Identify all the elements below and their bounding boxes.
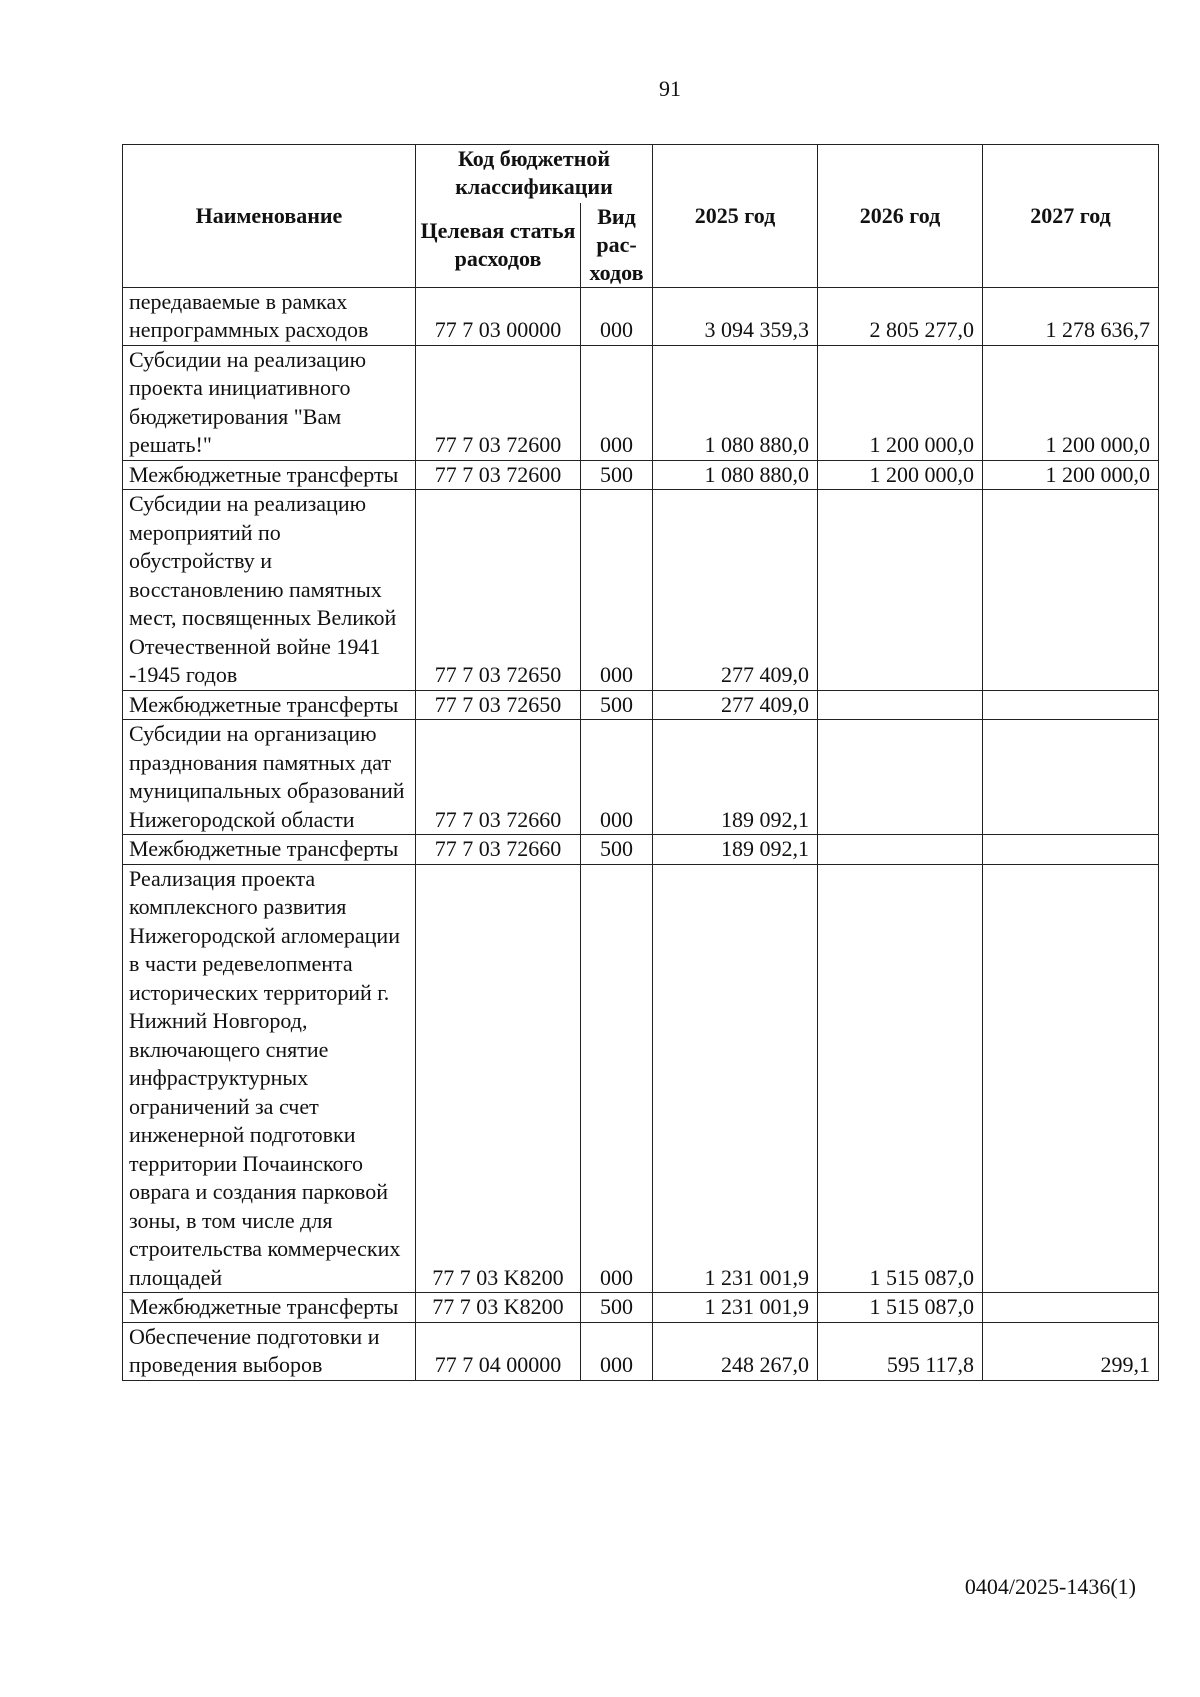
cell-target-article: 77 7 03 72600	[416, 460, 581, 490]
cell-2027: 1 278 636,7	[983, 287, 1159, 345]
cell-target-article: 77 7 03 72650	[416, 690, 581, 720]
document-id: 0404/2025-1436(1)	[964, 1574, 1136, 1599]
cell-name: Субсидии на организацию празднования памятных дат муниципальных образований Нижегородской области	[123, 720, 416, 835]
cell-expense-type: 000	[581, 1322, 653, 1380]
cell-expense-type: 000	[581, 864, 653, 1293]
cell-2026	[818, 690, 983, 720]
cell-target-article: 77 7 03 K8200	[416, 1293, 581, 1323]
cell-2026: 2 805 277,0	[818, 287, 983, 345]
budget-table	[122, 144, 1159, 1381]
cell-2025: 189 092,1	[653, 835, 818, 865]
cell-2027: 1 200 000,0	[983, 460, 1159, 490]
cell-target-article: 77 7 03 72660	[416, 720, 581, 835]
page-number: 91	[659, 76, 681, 101]
cell-2025: 189 092,1	[653, 720, 818, 835]
cell-2025: 1 231 001,9	[653, 864, 818, 1293]
table-row	[123, 490, 1159, 691]
cell-2026	[818, 835, 983, 865]
cell-expense-type: 000	[581, 345, 653, 460]
cell-name: Субсидии на реализацию проекта инициативного бюджетирования "Вам решать!"	[123, 345, 416, 460]
cell-2026: 1 515 087,0	[818, 864, 983, 1293]
cell-2025: 277 409,0	[653, 690, 818, 720]
table-row	[123, 690, 1159, 720]
table-row	[123, 1293, 1159, 1323]
cell-expense-type: 500	[581, 460, 653, 490]
header-expense-type: Вид рас-ходов	[581, 203, 653, 288]
cell-target-article: 77 7 03 K8200	[416, 864, 581, 1293]
table-body	[123, 287, 1159, 1380]
cell-2026: 1 200 000,0	[818, 345, 983, 460]
cell-2027	[983, 864, 1159, 1293]
cell-2026	[818, 720, 983, 835]
cell-2025: 277 409,0	[653, 490, 818, 691]
header-2027: 2027 год	[983, 145, 1159, 288]
table-row	[123, 287, 1159, 345]
cell-expense-type: 000	[581, 720, 653, 835]
header-target-article: Целевая статья расходов	[416, 203, 581, 288]
cell-target-article: 77 7 03 00000	[416, 287, 581, 345]
cell-expense-type: 500	[581, 835, 653, 865]
cell-name: Обеспечение подготовки и проведения выборов	[123, 1322, 416, 1380]
cell-target-article: 77 7 03 72660	[416, 835, 581, 865]
table-row	[123, 460, 1159, 490]
cell-name: Межбюджетные трансферты	[123, 1293, 416, 1323]
cell-2025: 1 231 001,9	[653, 1293, 818, 1323]
cell-2026: 1 200 000,0	[818, 460, 983, 490]
cell-target-article: 77 7 04 00000	[416, 1322, 581, 1380]
cell-2026: 595 117,8	[818, 1322, 983, 1380]
cell-name: Межбюджетные трансферты	[123, 835, 416, 865]
table-row	[123, 1322, 1159, 1380]
table-row	[123, 835, 1159, 865]
cell-2027	[983, 1293, 1159, 1323]
cell-2027: 299,1	[983, 1322, 1159, 1380]
cell-2027	[983, 720, 1159, 835]
header-2026: 2026 год	[818, 145, 983, 288]
cell-2025: 248 267,0	[653, 1322, 818, 1380]
cell-2025: 1 080 880,0	[653, 460, 818, 490]
cell-2026: 1 515 087,0	[818, 1293, 983, 1323]
cell-2027	[983, 690, 1159, 720]
cell-2026	[818, 490, 983, 691]
table-row	[123, 720, 1159, 835]
cell-2027: 1 200 000,0	[983, 345, 1159, 460]
cell-2027	[983, 835, 1159, 865]
header-code-group: Код бюджетной классификации	[416, 145, 653, 203]
cell-2025: 3 094 359,3	[653, 287, 818, 345]
cell-name: Субсидии на реализацию мероприятий по обустройству и восстановлению памятных мест, посвященных Великой Отечественной войне 1941 -1945 годов	[123, 490, 416, 691]
table-row	[123, 864, 1159, 1293]
cell-2027	[983, 490, 1159, 691]
cell-name: передаваемые в рамках непрограммных расходов	[123, 287, 416, 345]
cell-name: Межбюджетные трансферты	[123, 460, 416, 490]
cell-expense-type: 500	[581, 690, 653, 720]
cell-target-article: 77 7 03 72600	[416, 345, 581, 460]
cell-expense-type: 000	[581, 490, 653, 691]
cell-2025: 1 080 880,0	[653, 345, 818, 460]
cell-expense-type: 500	[581, 1293, 653, 1323]
cell-name: Межбюджетные трансферты	[123, 690, 416, 720]
cell-name: Реализация проекта комплексного развития Нижегородской агломерации в части редевелопмента исторических территорий г. Нижний Новгород, включающего снятие инфраструктурных ограничений за счет инженерной подготовки территории Почаинского оврага и создания парковой зоны, в том числе для строительства коммерческих площадей	[123, 864, 416, 1293]
header-name: Наименование	[123, 145, 416, 288]
cell-expense-type: 000	[581, 287, 653, 345]
table-row	[123, 345, 1159, 460]
header-2025: 2025 год	[653, 145, 818, 288]
cell-target-article: 77 7 03 72650	[416, 490, 581, 691]
